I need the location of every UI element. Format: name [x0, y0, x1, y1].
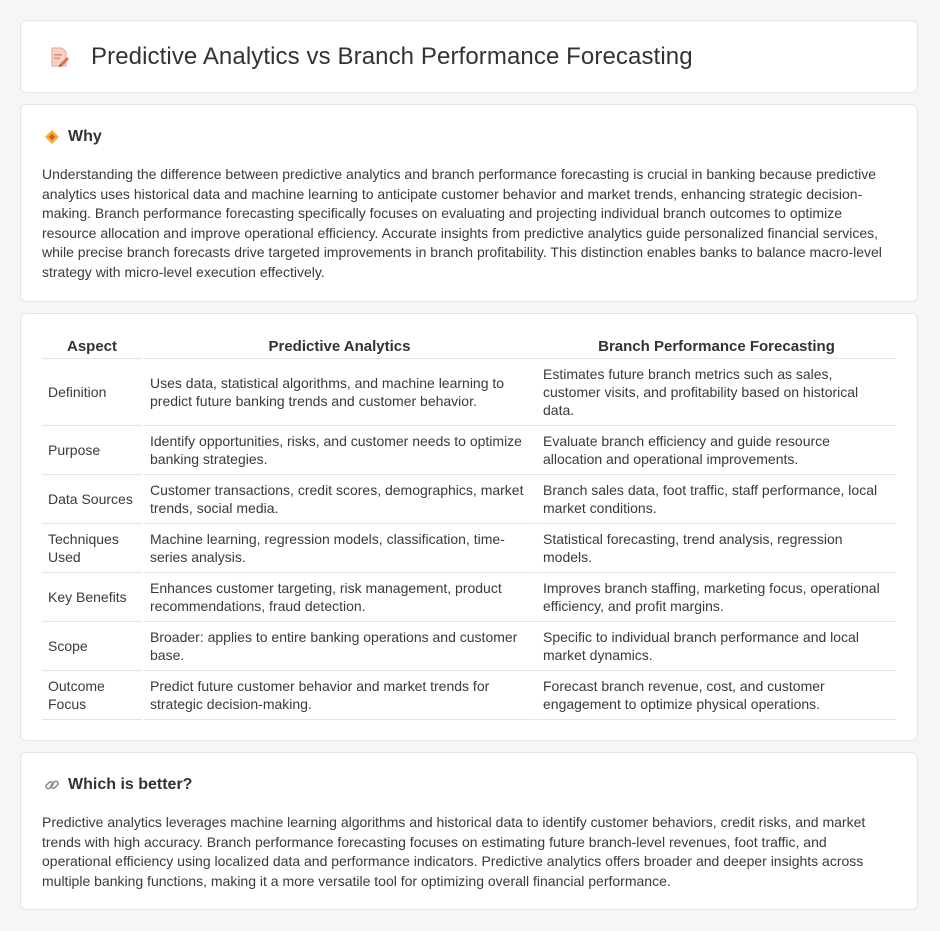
branch-cell: Improves branch staffing, marketing focus, operational efficiency, and profit margins. [537, 573, 896, 622]
table-row [42, 426, 896, 475]
why-title: Why [68, 128, 102, 145]
document-pencil-icon [47, 45, 71, 69]
column-header-predictive: Predictive Analytics [144, 334, 535, 359]
diamond-sign-icon [44, 129, 60, 145]
table-row [42, 524, 896, 573]
branch-cell: Evaluate branch efficiency and guide resource allocation and operational improvements. [537, 426, 896, 475]
table-row [42, 475, 896, 524]
branch-cell: Forecast branch revenue, cost, and customer engagement to optimize physical operations. [537, 671, 896, 720]
predictive-cell: Customer transactions, credit scores, demographics, market trends, social media. [144, 475, 535, 524]
branch-cell: Estimates future branch metrics such as sales, customer visits, and profitability based on historical data. [537, 359, 896, 426]
column-header-aspect: Aspect [42, 334, 142, 359]
aspect-cell: Outcome Focus [42, 671, 142, 720]
page-title: Predictive Analytics vs Branch Performance Forecasting [91, 42, 693, 70]
link-icon [44, 777, 60, 793]
aspect-cell: Scope [42, 622, 142, 671]
predictive-cell: Uses data, statistical algorithms, and machine learning to predict future banking trends and customer behavior. [144, 359, 535, 426]
why-heading [42, 125, 897, 149]
header-card [20, 20, 918, 93]
table-row [42, 671, 896, 720]
comparison-table [40, 334, 898, 720]
branch-cell: Specific to individual branch performance and local market dynamics. [537, 622, 896, 671]
column-header-branch: Branch Performance Forecasting [537, 334, 896, 359]
comparison-card [20, 313, 918, 741]
better-title: Which is better? [68, 776, 193, 793]
which-is-better-section [20, 752, 918, 910]
aspect-cell: Techniques Used [42, 524, 142, 573]
why-text: Understanding the difference between predictive analytics and branch performance forecasting is crucial in banking because predictive analytics uses historical data and machine learning to anticipate customer behavior and market trends, enhancing strategic decision-making. Branch performance forecasting specifically focuses on evaluating and projecting individual branch outcomes to optimize resource allocation and improve operational efficiency. Accurate insights from predictive analytics guide personalized financial services, while precise branch forecasts drive targeted improvements in branch profitability. This distinction enables banks to balance macro-level strategy with micro-level execution effectively. [42, 166, 882, 280]
aspect-cell: Data Sources [42, 475, 142, 524]
better-heading [42, 773, 897, 797]
table-row [42, 622, 896, 671]
predictive-cell: Identify opportunities, risks, and customer needs to optimize banking strategies. [144, 426, 535, 475]
table-row [42, 573, 896, 622]
aspect-cell: Definition [42, 359, 142, 426]
aspect-cell: Key Benefits [42, 573, 142, 622]
aspect-cell: Purpose [42, 426, 142, 475]
table-header-row [42, 334, 896, 359]
branch-cell: Statistical forecasting, trend analysis, regression models. [537, 524, 896, 573]
predictive-cell: Predict future customer behavior and market trends for strategic decision-making. [144, 671, 535, 720]
predictive-cell: Machine learning, regression models, classification, time-series analysis. [144, 524, 535, 573]
table-row [42, 359, 896, 426]
predictive-cell: Broader: applies to entire banking operations and customer base. [144, 622, 535, 671]
why-section [20, 104, 918, 302]
better-text: Predictive analytics leverages machine learning algorithms and historical data to identify customer behaviors, credit risks, and market trends with high accuracy. Branch performance forecasting focuses on estimating future branch-level revenues, foot traffic, and operational efficiency using localized data and performance indicators. Predictive analytics offers broader and deeper insights across multiple banking functions, making it a more versatile tool for optimizing overall financial performance. [42, 814, 866, 889]
branch-cell: Branch sales data, foot traffic, staff performance, local market conditions. [537, 475, 896, 524]
predictive-cell: Enhances customer targeting, risk management, product recommendations, fraud detection. [144, 573, 535, 622]
